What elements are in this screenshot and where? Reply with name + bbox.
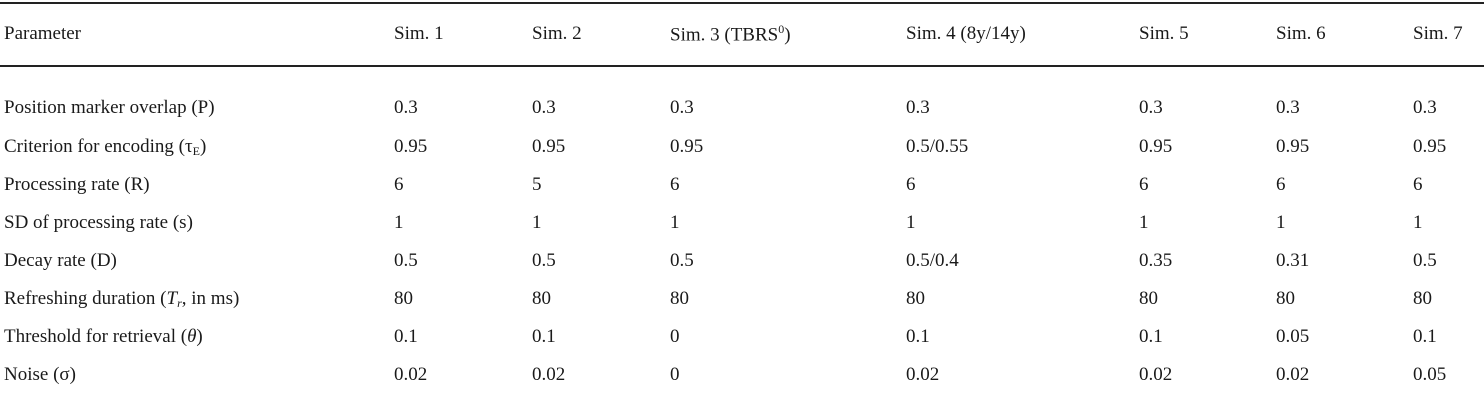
cell-value: 0.95 [670, 136, 704, 157]
cell-value: 6 [906, 174, 916, 195]
param-decay-rate: Decay rate (D) [4, 250, 117, 271]
table-row [0, 318, 1484, 356]
cell-value: 0.02 [532, 364, 566, 385]
cell-value: 5 [532, 174, 542, 195]
header-sim-3-close: ) [784, 24, 791, 46]
param-position-marker-overlap: Position marker overlap (P) [4, 97, 215, 118]
table-row [0, 356, 1484, 394]
header-sim-6: Sim. 6 [1276, 23, 1326, 44]
table-row [0, 280, 1484, 318]
param-threshold-post: ) [196, 326, 203, 347]
cell-value: 0.02 [1276, 364, 1310, 385]
header-parameter: Parameter [4, 23, 82, 44]
param-refreshing-it: T [166, 287, 178, 309]
param-processing-rate: Processing rate (R) [4, 174, 150, 195]
cell-value: 0.95 [1413, 136, 1447, 157]
cell-value: 6 [1139, 174, 1149, 195]
cell-value: 0.5 [532, 250, 556, 271]
cell-value: 0.95 [394, 136, 428, 157]
cell-value: 80 [670, 288, 689, 309]
cell-value: 0.1 [532, 326, 556, 347]
cell-value: 0.1 [906, 326, 930, 347]
cell-value: 0.1 [394, 326, 418, 347]
param-refreshing-duration [0, 280, 390, 318]
header-sim-3 [666, 0, 902, 66]
header-sim-3-main: Sim. 3 (TBRS [670, 24, 779, 46]
table-row [0, 242, 1484, 280]
param-noise: Noise (σ) [4, 364, 76, 385]
cell-value: 0.3 [1276, 97, 1300, 118]
cell-value: 0 [670, 326, 680, 347]
table-row [0, 166, 1484, 204]
table-row [0, 204, 1484, 242]
cell-value: 1 [1139, 212, 1149, 233]
header-sim-1: Sim. 1 [394, 23, 444, 44]
cell-value: 1 [1413, 212, 1423, 233]
param-threshold-it: θ [187, 326, 197, 347]
cell-value: 6 [670, 174, 680, 195]
cell-value: 0.02 [1139, 364, 1173, 385]
cell-value: 1 [394, 212, 404, 233]
param-criterion-sub: E [192, 143, 200, 158]
param-threshold-retrieval [0, 318, 390, 356]
cell-value: 0.02 [394, 364, 428, 385]
header-sim-4: Sim. 4 (8y/14y) [906, 23, 1026, 44]
cell-value: 0.31 [1276, 250, 1310, 271]
cell-value: 0.5 [670, 250, 694, 271]
header-sim-2: Sim. 2 [532, 23, 582, 44]
param-criterion-for-encoding [0, 128, 390, 166]
cell-value: 6 [1413, 174, 1423, 195]
cell-value: 0 [670, 364, 680, 385]
cell-value: 1 [1276, 212, 1286, 233]
param-criterion-pre: Criterion for encoding (τ [4, 135, 193, 157]
cell-value: 80 [906, 288, 925, 309]
cell-value: 0.95 [1276, 136, 1310, 157]
cell-value: 0.95 [1139, 136, 1173, 157]
header-sim-7: Sim. 7 [1413, 23, 1463, 44]
cell-value: 0.3 [670, 97, 694, 118]
cell-value: 0.05 [1276, 326, 1310, 347]
param-threshold-pre: Threshold for retrieval ( [4, 326, 188, 347]
param-sd-processing-rate: SD of processing rate (s) [4, 212, 193, 233]
cell-value: 0.95 [532, 136, 566, 157]
param-refreshing-pre: Refreshing duration ( [4, 287, 167, 309]
cell-value: 0.5/0.4 [906, 250, 959, 271]
cell-value: 1 [670, 212, 680, 233]
param-refreshing-post: , in ms) [181, 287, 240, 309]
cell-value: 0.5 [1413, 250, 1437, 271]
table-header-row [0, 0, 1484, 66]
cell-value: 6 [1276, 174, 1286, 195]
cell-value: 0.3 [394, 97, 418, 118]
header-sim-3-sup: 0 [778, 21, 785, 36]
cell-value: 80 [394, 288, 413, 309]
table-row [0, 128, 1484, 166]
cell-value: 0.1 [1139, 326, 1163, 347]
header-sim-5: Sim. 5 [1139, 23, 1189, 44]
cell-value: 80 [532, 288, 551, 309]
cell-value: 80 [1139, 288, 1158, 309]
cell-value: 80 [1413, 288, 1432, 309]
param-criterion-post: ) [199, 135, 207, 157]
cell-value: 0.3 [1139, 97, 1163, 118]
cell-value: 80 [1276, 288, 1295, 309]
cell-value: 0.5 [394, 250, 418, 271]
cell-value: 0.02 [906, 364, 940, 385]
cell-value: 1 [532, 212, 542, 233]
cell-value: 6 [394, 174, 404, 195]
cell-value: 0.05 [1413, 364, 1447, 385]
cell-value: 0.5/0.55 [906, 136, 969, 157]
cell-value: 0.3 [1413, 97, 1437, 118]
cell-value: 0.1 [1413, 326, 1437, 347]
param-refreshing-sub: r [177, 295, 182, 310]
cell-value: 1 [906, 212, 916, 233]
cell-value: 0.3 [532, 97, 556, 118]
cell-value: 0.3 [906, 97, 930, 118]
cell-value: 0.35 [1139, 250, 1173, 271]
table-row [0, 66, 1484, 128]
